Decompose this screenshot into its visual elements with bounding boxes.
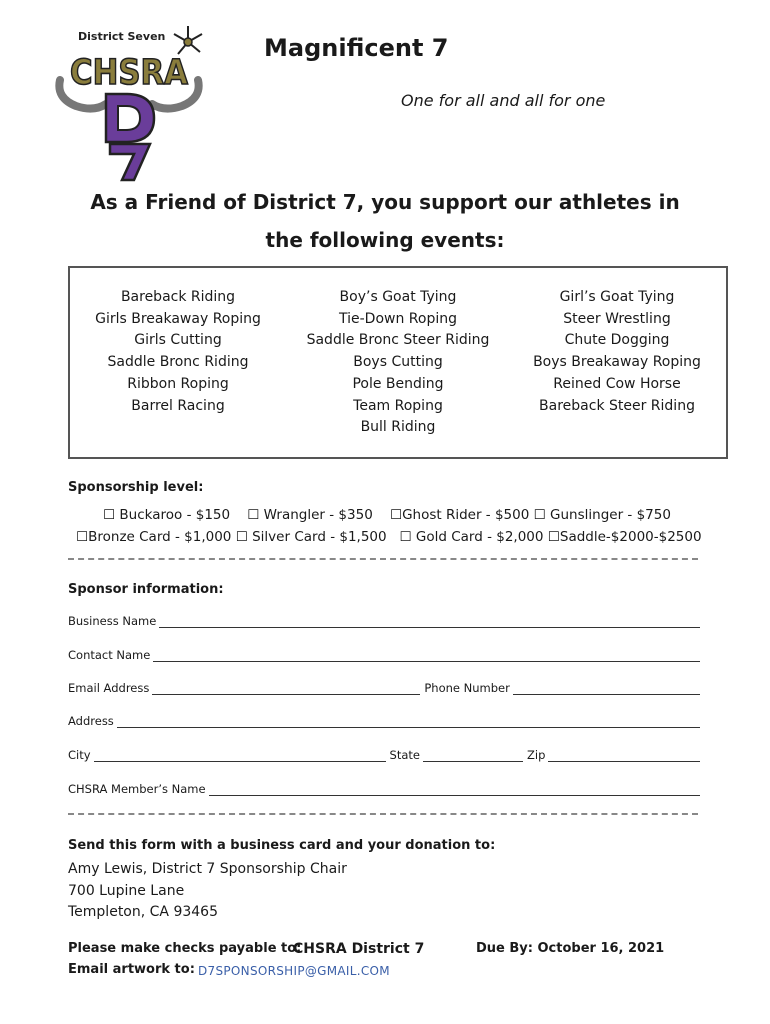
checkbox-icon[interactable]: ☐ (547, 529, 560, 545)
checkbox-icon[interactable]: ☐ (533, 507, 546, 523)
phone-number-label: Phone Number (424, 681, 510, 695)
events-box (68, 266, 728, 459)
city-field[interactable] (94, 749, 386, 762)
district-logo (54, 20, 204, 182)
business-name-row (68, 614, 700, 628)
sponsorship-label: Sponsorship level: (68, 480, 204, 495)
state-label: State (389, 748, 420, 762)
level-ghost-rider: Ghost Rider - $500 (402, 507, 530, 523)
event-item: Steer Wrestling (563, 310, 671, 327)
event-item: Girls Cutting (134, 332, 222, 349)
event-item: Barrel Racing (131, 397, 225, 414)
events-column-3 (507, 287, 727, 417)
address-line: 700 Lupine Lane (68, 882, 185, 899)
contact-name-row (68, 648, 700, 662)
event-item: Bareback Riding (120, 289, 236, 305)
event-item: Girls Breakaway Roping (95, 310, 261, 327)
checks-payable-label: Please make checks payable to: (68, 941, 302, 956)
cut-line (68, 813, 698, 815)
logo-main-text: CHSRA (70, 53, 188, 93)
due-date: Due By: October 16, 2021 (476, 941, 665, 956)
artwork-email-link[interactable]: D7SPONSORSHIP@GMAIL.COM (198, 964, 390, 978)
level-gold: Gold Card - $2,000 (415, 529, 544, 545)
checkbox-icon[interactable]: ☐ (76, 529, 89, 545)
sponsorship-row-2 (76, 529, 702, 545)
checks-payable-value: CHSRA District 7 (293, 941, 425, 957)
member-name-label: CHSRA Member’s Name (68, 782, 206, 796)
member-name-row (68, 782, 700, 796)
level-silver: Silver Card - $1,500 (252, 529, 387, 545)
headline-line-1: As a Friend of District 7, you support our athletes in (90, 190, 680, 214)
mailing-address (68, 859, 347, 924)
city-label: City (68, 748, 91, 762)
level-wrangler: Wrangler - $350 (263, 507, 373, 523)
state-field[interactable] (423, 749, 523, 762)
email-artwork-label: Email artwork to: (68, 962, 195, 977)
address-line: Templeton, CA 93465 (68, 904, 218, 920)
contact-name-label: Contact Name (68, 648, 151, 662)
events-column-1 (68, 287, 288, 417)
event-item: Reined Cow Horse (553, 375, 681, 392)
event-item: Boys Breakaway Roping (533, 354, 701, 371)
events-column-2 (288, 287, 508, 439)
send-instructions: Send this form with a business card and your donation to: (68, 838, 496, 853)
chsra-logo-graphic (54, 20, 204, 182)
tagline: One for all and all for one (401, 91, 606, 110)
checkbox-icon[interactable]: ☐ (389, 507, 403, 523)
headline (60, 183, 710, 259)
checkbox-icon[interactable]: ☐ (399, 529, 412, 545)
event-item: Boy’s Goat Tying (339, 289, 457, 305)
zip-field[interactable] (548, 749, 700, 762)
member-name-field[interactable] (209, 783, 700, 796)
sponsor-info-label: Sponsor information: (68, 582, 224, 597)
checkbox-icon[interactable]: ☐ (247, 507, 260, 523)
address-label: Address (68, 714, 114, 728)
address-row (68, 714, 700, 728)
event-item: Bareback Steer Riding (539, 397, 695, 414)
zip-label: Zip (527, 748, 546, 762)
logo-top-text: District Seven (78, 30, 166, 43)
event-item: Chute Dogging (564, 332, 670, 349)
business-name-label: Business Name (68, 614, 157, 628)
event-item: Tie-Down Roping (339, 310, 457, 327)
event-item: Girl’s Goat Tying (559, 289, 675, 305)
email-address-field[interactable] (152, 682, 420, 695)
event-item: Bull Riding (360, 419, 436, 436)
checkbox-icon[interactable]: ☐ (235, 529, 248, 545)
sponsorship-row-1 (103, 507, 671, 523)
level-gunslinger: Gunslinger - $750 (550, 507, 671, 523)
event-item: Saddle Bronc Riding (107, 354, 249, 371)
address-line: Amy Lewis, District 7 Sponsorship Chair (68, 861, 347, 877)
event-item: Boys Cutting (353, 354, 443, 371)
headline-line-2: the following events: (265, 228, 505, 252)
business-name-field[interactable] (159, 615, 700, 628)
checkbox-icon[interactable]: ☐ (103, 507, 116, 523)
event-item: Team Roping (353, 397, 443, 414)
city-state-zip-row (68, 748, 700, 762)
event-item: Pole Bending (352, 375, 444, 392)
event-item: Ribbon Roping (127, 375, 229, 392)
event-item: Saddle Bronc Steer Riding (306, 332, 490, 349)
page-title: Magnificent 7 (264, 34, 449, 62)
cut-line (68, 558, 698, 560)
contact-name-field[interactable] (153, 649, 700, 662)
level-bronze: Bronze Card - $1,000 (88, 529, 232, 545)
phone-number-field[interactable] (513, 682, 700, 695)
level-buckaroo: Buckaroo - $150 (119, 507, 231, 523)
email-phone-row (68, 681, 700, 695)
email-address-label: Email Address (68, 681, 150, 695)
address-field[interactable] (117, 715, 700, 728)
level-saddle: Saddle-$2000-$2500 (559, 529, 702, 545)
